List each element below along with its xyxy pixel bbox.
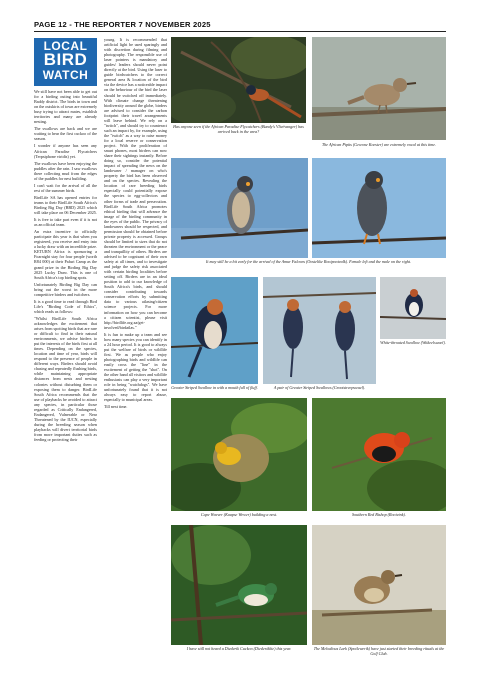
photo-amur-falcon-female	[171, 158, 308, 258]
photo-southern-red-bishop	[312, 398, 446, 511]
photo-melodious-lark	[312, 525, 446, 645]
photo-amur-falcon-male	[312, 158, 446, 258]
col1-paragraph: It is a good time to read through Bird Life's "Birding Code of Ethics", which reads as follows:	[34, 298, 97, 314]
caption-diederik-cuckoo: I have still not heard a Diederik Cuckoo (Diederikkie) this year.	[186, 646, 292, 651]
article-column-2	[104, 37, 167, 653]
col1-paragraph: BirdLife SA has opened entries for teams to their BirdLife South Africa's Birding Big Day (BBD) 2025 which will take place on 06 December 2025.	[34, 194, 97, 216]
logo-line-bird: BIRD	[43, 50, 88, 69]
col2-paragraph: young. It is recommended that artificial light be used sparingly and with discretion during filming and photography. The responsible use of laser pointers is mandatory and guides/ leaders should never point directly at the bird. Using the laser to guide birdwatchers to the correct general area & location of the bird via the device has a noticeable impact on the behaviour of the bird the laser should be switched off immediately. With climate change threatening biodiversity around the globe, birders are advised to consider the carbon footprint their travel arrangements will leave behind. We rely on a "twitch", and should try to counteract such an impact by, for example, using the "twitch" as a way to raise money for a local reserve or conservation project. With the proliferation of smart phones, most birders can now share their sightings instantly. Before doing so, consider the potential impact of spreading the news on the landowner / manager on who's property the bird has been observed and on the species. Revealing the location of rare breeding birds especially could potentially expose the species to egg-collectors and other forms of trade and persecution. BirdLife South Africa promotes ethical birding that will advance the image of the birding community in the eyes of the public. The privacy of landowners should be respected, and permission should be obtained before private property is accessed. Groups should be limited to sizes that do not threaten the environment or the peace and tranquillity of others. Birders are advised to be cognisant of their own safety at all times, and to investigate and judge the safety risk associated with certain birding localities before setting off. Birders are in an ideal position to add to our knowledge of South Africa's birds, and should consider contributing towards conservation efforts by submitting data to various atlasing/citizen science projects. For more information on how you can become a citizen scientist, please visit http://birdlife.org.za/get-involved/birdatlas."	[104, 37, 167, 330]
caption-cape-weaver: Cape Weaver (Kaapse Wewer) building a nest.	[200, 512, 278, 517]
col1-paragraph: I wonder if anyone has seen any African Paradise Flycatchers (Terpsiphone viridis) yet.	[34, 143, 97, 159]
col1-paragraph: It is free to take part even if it is not as an official team.	[34, 217, 97, 228]
col1-paragraph: An extra incentive to officially participate this year is that when you registered, you receive and entry into a lucky draw with an incredible prize. KETURN Africa is sponsoring a Foarnight stay for four people (worth R84 000) at their Pafuri Camp as the grand prize in the Birding Big Day 2025 Lucky Draw. This is one of South Africa's top birding spots.	[34, 229, 97, 280]
photo-diederik-cuckoo	[171, 525, 307, 645]
caption-white-throated-swallow: White-throated Swallow (Witkeelswael).	[380, 340, 446, 345]
photo-paradise-flycatcher	[171, 37, 306, 123]
col1-paragraph: The swallows are back and we are waiting to hear the first cuckoo of the season.	[34, 126, 97, 142]
caption-southern-red-bishop: Southern Red Bishop (Rooivink).	[352, 512, 406, 517]
local-bird-watch-logo	[34, 38, 97, 86]
caption-amur-falcons: It may still be a bit early for the arrival of the Amur Falcons (Oostelike Rooipootvalk). Female left and the male on the right.	[206, 259, 411, 264]
col1-paragraph: Unfortunately Birding Big Day can bring out the worst in the more competitive birders and twitchers.	[34, 281, 97, 297]
col1-paragraph: I can't wait for the arrival of all the rest of the summer birds.	[34, 182, 97, 193]
col1-paragraph: We still have not been able to get out for a birding outing into beautiful Baddy district. The birds in town and on the outskirts of town are extremely busy trying to attract mates, establish territories and many are already nesting.	[34, 89, 97, 125]
logo-line-watch: WATCH	[42, 68, 89, 82]
photo-striped-swallow-fluff	[171, 277, 258, 384]
col1-paragraph: "Whilst BirdLife South Africa acknowledges the excitement that arises from spotting birds that are rare or difficult to find in their natural environments, we advise birders to put the interests of the birds first at all times. Depending on the species, location and time of year, birds will respond to the presence of people in different ways. Birders should avoid chasing and repeatedly flushing birds, while maintaining appropriate distances from nests and nesting colonies without disturbing them or exposing them to danger. BirdLife South Africa recommends that the use of playbacks be avoided to attract any species, in particular those regarded as Critically Endangered, Endangered, Vulnerable or Near Threatened by the IUCN, especially during the breeding season when playbacks will divert territorial birds from more important duties such as feeding or protecting their	[34, 315, 97, 443]
header-rule	[34, 31, 446, 32]
col2-paragraph: Till next time.	[104, 404, 128, 410]
article-column-1	[34, 89, 97, 655]
caption-striped-swallow-pair: A pair of Greater Striped Swallows (Grootstreepswael).	[273, 385, 366, 390]
col2-paragraph: It is fun to make up a team and see how many species you can identify in a 24 hour period. It is good to always put the welfare of birds or wildlife first. We as people who enjoy photographing birds and wildlife can easily cross the "line" in the excitement of getting the "shot". On the other hand all visitors and wildlife enthusiasts can play a very important role in being "watchdogs". We have unfortunately found that it is not always easy to report abuse, especially to municipal areas.	[104, 331, 167, 403]
caption-melodious-lark: The Melodious Lark (Spotlewerik) have just started their breeding rituals at the Golf Club.	[313, 646, 445, 656]
photo-white-throated-swallow	[380, 277, 446, 339]
photo-striped-swallow-pair	[263, 277, 376, 384]
logo-line-local: LOCAL	[43, 39, 88, 53]
col1-paragraph: The swallows have been enjoying the puddles after the rain. I saw swallows there collecting mud from the edges of the puddles for nest building.	[34, 160, 97, 181]
caption-paradise-flycatcher: Has anyone seen if the African Paradise Flycatchers (Bundy's Vlieëvanger) has arrived back in the area?	[173, 124, 304, 134]
page-header: PAGE 12 - THE REPORTER 7 NOVEMBER 2025	[34, 20, 211, 29]
caption-striped-swallow-fluff: Greater Striped Swallow in with a mouth full of fluff.	[171, 385, 258, 390]
photo-cape-weaver	[171, 398, 307, 511]
caption-african-pipit: The African Pipits (Gewone Koester) are extremely vocal at this time.	[321, 142, 437, 147]
photo-african-pipit	[312, 37, 446, 140]
